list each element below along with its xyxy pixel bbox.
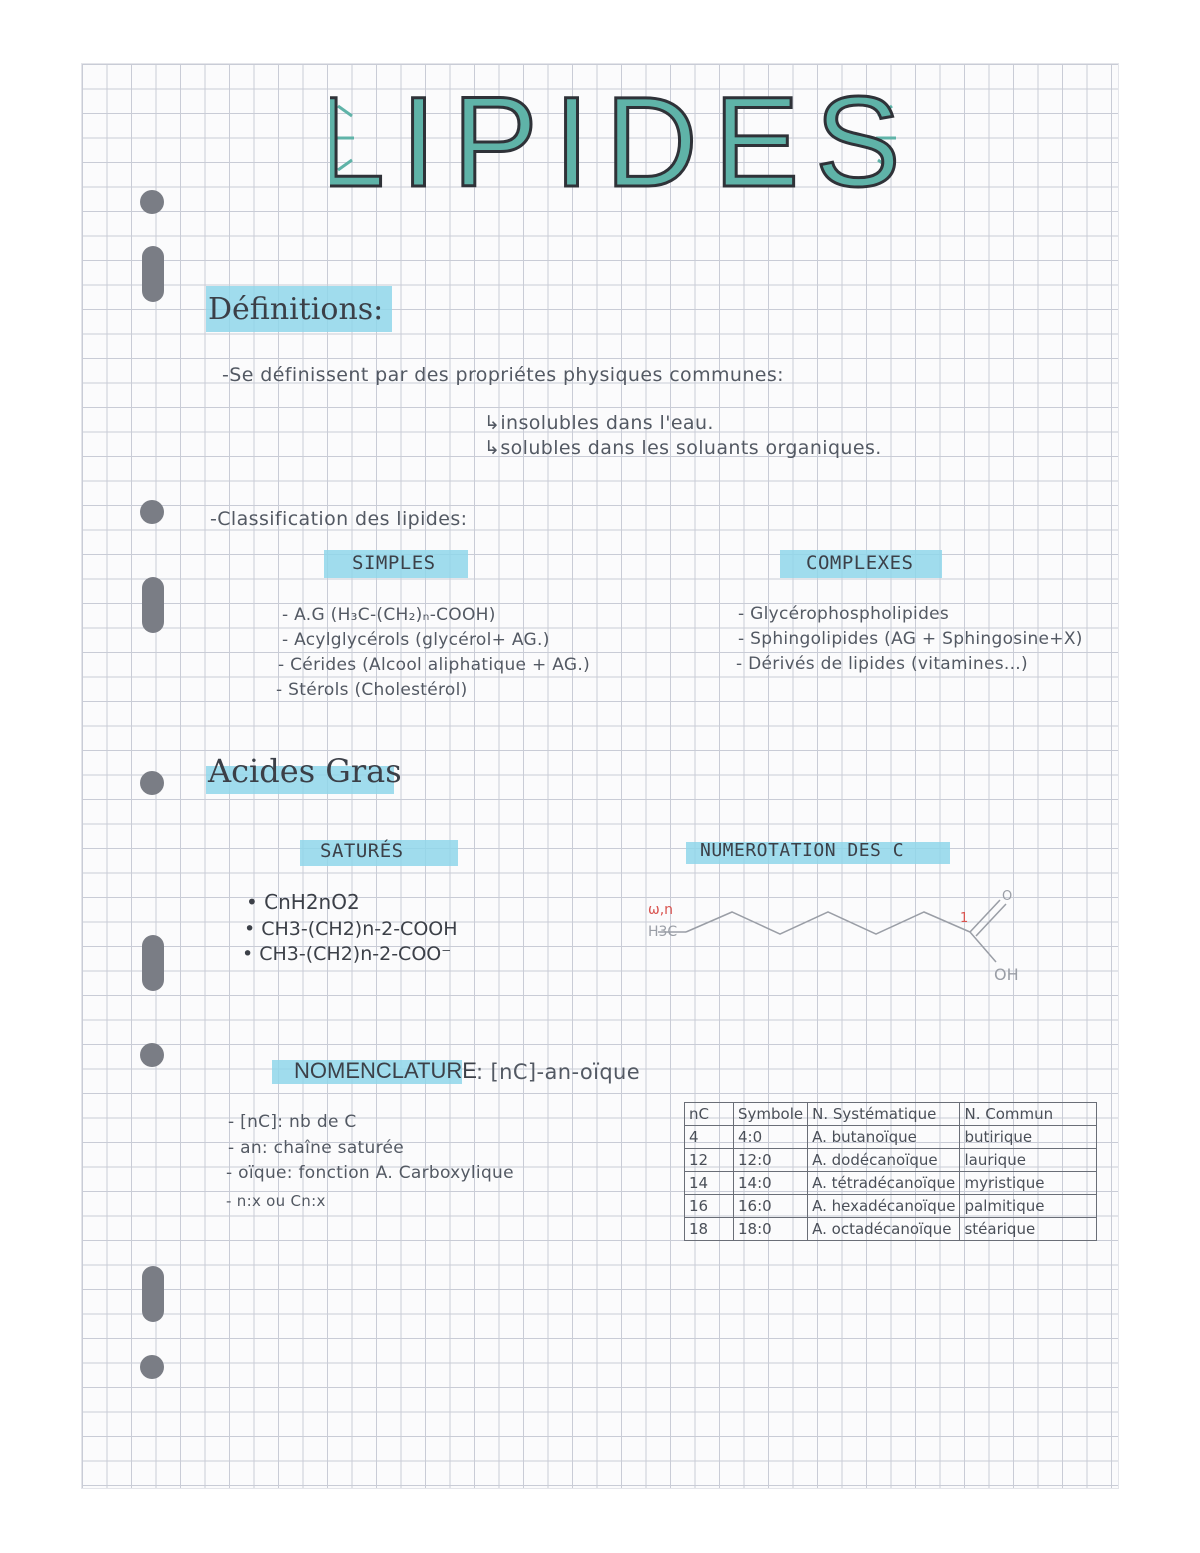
omega-label: ω,n xyxy=(648,902,674,918)
fatty-acid-skeletal-diagram xyxy=(640,880,1040,990)
title-text: LIPIDES xyxy=(330,76,900,200)
oxygen-label: O xyxy=(1002,889,1013,904)
table-header-row xyxy=(685,1103,1097,1126)
complexes-item: - Glycérophospholipides xyxy=(738,604,950,624)
saturated-formula: • CH3-(CH2)n-2-COOH xyxy=(244,918,458,940)
binder-hole xyxy=(142,935,164,991)
table-row xyxy=(685,1195,1097,1218)
page-title xyxy=(330,76,900,200)
saturated-label: SATURÉS xyxy=(320,840,404,862)
table-cell: A. octadécanoïque xyxy=(808,1218,960,1241)
table-row xyxy=(685,1126,1097,1149)
binder-hole xyxy=(142,246,164,302)
fatty-acid-nomenclature-table xyxy=(684,1102,1097,1241)
table-cell: 12:0 xyxy=(734,1149,808,1172)
binder-hole xyxy=(140,771,164,795)
table-cell: A. hexadécanoïque xyxy=(808,1195,960,1218)
nomenclature-note: - n:x ou Cn:x xyxy=(226,1192,326,1210)
nomenclature-label: NOMENCLATURE xyxy=(294,1058,477,1083)
table-cell: 4 xyxy=(685,1126,734,1149)
definitions-intro: -Se définissent par des propriétes physiques communes: xyxy=(222,364,784,386)
table-cell: 14:0 xyxy=(734,1172,808,1195)
table-row xyxy=(685,1149,1097,1172)
table-cell: butirique xyxy=(960,1126,1097,1149)
definitions-heading: Définitions: xyxy=(208,292,384,327)
simples-item: - A.G (H₃C-(CH₂)ₙ-COOH) xyxy=(282,605,496,625)
nomenclature-note: - [nC]: nb de C xyxy=(228,1112,357,1132)
nomenclature-note: - an: chaîne saturée xyxy=(228,1138,405,1158)
table-cell: 14 xyxy=(685,1172,734,1195)
property-insoluble: ↳insolubles dans l'eau. xyxy=(484,412,714,434)
carbon-one-label: 1 xyxy=(960,911,969,926)
table-cell: 16 xyxy=(685,1195,734,1218)
nomenclature-formula: : [nC]-an-oïque xyxy=(476,1060,641,1084)
table-cell: stéarique xyxy=(960,1218,1097,1241)
table-cell: 12 xyxy=(685,1149,734,1172)
simples-label: SIMPLES xyxy=(352,552,436,574)
binder-hole xyxy=(140,1355,164,1379)
saturated-formula: • CH3-(CH2)n-2-COO⁻ xyxy=(242,943,452,965)
simples-item: - Cérides (Alcool aliphatique + AG.) xyxy=(278,655,591,675)
binder-hole xyxy=(140,190,164,214)
simples-item: - Stérols (Cholestérol) xyxy=(276,680,468,700)
binder-hole xyxy=(142,1266,164,1322)
table-row xyxy=(685,1172,1097,1195)
simples-item: - Acylglycérols (glycérol+ AG.) xyxy=(282,630,550,650)
table-row xyxy=(685,1218,1097,1241)
binder-hole xyxy=(140,500,164,524)
table-cell: 18 xyxy=(685,1218,734,1241)
saturated-formula: • CnH2nO2 xyxy=(246,890,360,914)
table-header-cell: N. Commun xyxy=(960,1103,1097,1126)
binder-hole xyxy=(142,577,164,633)
table-cell: 18:0 xyxy=(734,1218,808,1241)
numbering-label: NUMEROTATION DES C xyxy=(700,840,905,861)
complexes-label: COMPLEXES xyxy=(806,552,914,574)
binder-hole xyxy=(140,1043,164,1067)
table-cell: 4:0 xyxy=(734,1126,808,1149)
fatty-acids-heading: Acides Gras xyxy=(208,752,402,790)
table-cell: laurique xyxy=(960,1149,1097,1172)
nomenclature-note: - oïque: fonction A. Carboxylique xyxy=(226,1163,514,1183)
complexes-item: - Dérivés de lipides (vitamines...) xyxy=(736,654,1028,674)
table-cell: A. butanoïque xyxy=(808,1126,960,1149)
complexes-item: - Sphingolipides (AG + Sphingosine+X) xyxy=(738,629,1083,649)
table-cell: palmitique xyxy=(960,1195,1097,1218)
property-soluble: ↳solubles dans les soluants organiques. xyxy=(484,437,882,459)
hydroxyl-label: OH xyxy=(994,965,1019,984)
table-cell: A. dodécanoïque xyxy=(808,1149,960,1172)
classification-line: -Classification des lipides: xyxy=(210,508,468,530)
table-cell: 16:0 xyxy=(734,1195,808,1218)
table-cell: A. tétradécanoïque xyxy=(808,1172,960,1195)
table-cell: myristique xyxy=(960,1172,1097,1195)
table-header-cell: N. Systématique xyxy=(808,1103,960,1126)
methyl-label: H3C xyxy=(648,924,678,940)
table-header-cell: nC xyxy=(685,1103,734,1126)
table-header-cell: Symbole xyxy=(734,1103,808,1126)
